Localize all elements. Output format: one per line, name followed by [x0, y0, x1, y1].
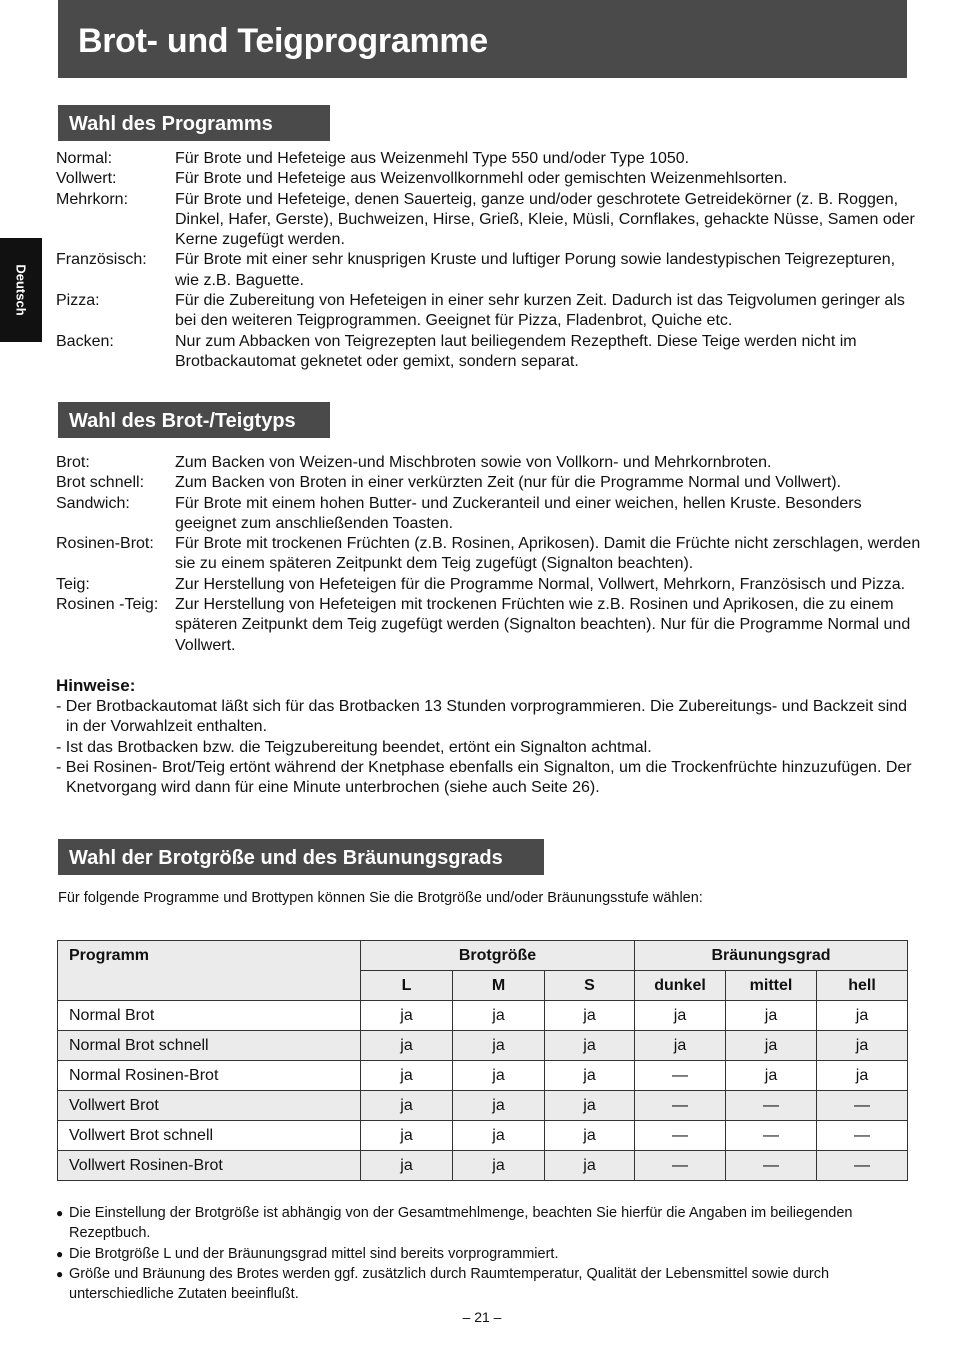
table-cell: ja [361, 1091, 453, 1121]
table-row [58, 1151, 908, 1181]
footnote-item [56, 1244, 916, 1264]
footnote-text: Größe und Bräunung des Brotes werden ggf. zusätzlich durch Raumtemperatur, Qualität der Lebensmittel sowie durch unterschiedliche Zutaten beeinflußt. [69, 1265, 830, 1303]
table-cell: ja [817, 1001, 908, 1031]
header-browning-medium: mittel [726, 971, 817, 1001]
table-cell: ja [453, 1151, 545, 1181]
entry-term: Backen: [56, 332, 114, 350]
table-row [58, 1121, 908, 1151]
entry-desc: Zur Herstellung von Hefeteigen für die Programme Normal, Vollwert, Mehrkorn, Französisch und Pizza. [175, 575, 906, 593]
table-cell: ja [545, 1091, 635, 1121]
table-cell: ja [817, 1031, 908, 1061]
table-cell: ja [635, 1001, 726, 1031]
entry-desc: Für Brote mit einer sehr knusprigen Kruste und luftiger Porung sowie landestypischen Teigrezepturen, wie z.B. Baguette. [175, 251, 896, 289]
table-cell: — [635, 1061, 726, 1091]
table-cell: ja [545, 1001, 635, 1031]
type-entry [56, 575, 926, 595]
section-header-size: Wahl der Brotgröße und des Bräunungsgrads [58, 839, 544, 875]
type-entry [56, 453, 926, 473]
table-cell: — [726, 1121, 817, 1151]
note-item: - Bei Rosinen- Brot/Teig ertönt während der Knetphase ebenfalls ein Signalton, um die Trockenfrüchte hinzuzufügen. Der Knetvorgang wird dann für eine Minute unterbrochen (siehe auch Seite 26). [56, 758, 912, 797]
table-cell: ja [361, 1031, 453, 1061]
row-program: Vollwert Brot schnell [58, 1121, 361, 1151]
page-title: Brot- und Teigprogramme [58, 0, 907, 78]
language-tab [0, 238, 42, 342]
notes-list [56, 697, 916, 798]
footnote-text: Die Brotgröße L und der Bräunungsgrad mittel sind bereits vorprogrammiert. [69, 1245, 559, 1262]
entry-term: Rosinen-Brot: [56, 535, 154, 553]
section-header-programs: Wahl des Programms [58, 105, 330, 141]
entry-desc: Für die Zubereitung von Hefeteigen in einer sehr kurzen Zeit. Dadurch ist das Teigvolumen geringer als bei den weiteren Teigprogrammen. Geeignet für Pizza, Fladenbrot, Quiche etc. [175, 292, 905, 330]
table-cell: ja [453, 1061, 545, 1091]
table-row [58, 1091, 908, 1121]
entry-term: Sandwich: [56, 494, 130, 512]
program-entry [56, 332, 916, 373]
table-row [58, 1061, 908, 1091]
section-header-types: Wahl des Brot-/Teigtyps [58, 402, 330, 438]
program-entry [56, 250, 916, 291]
entry-desc: Für Brote und Hefeteige aus Weizenmehl Type 550 und/oder Type 1050. [175, 150, 690, 167]
entry-term: Pizza: [56, 292, 100, 310]
bullet-icon: ● [56, 1246, 64, 1261]
entry-term: Brot schnell: [56, 474, 145, 492]
table-cell: — [817, 1121, 908, 1151]
size-intro: Für folgende Programme und Brottypen können Sie die Brotgröße und/oder Bräunungsstufe wählen: [58, 890, 703, 906]
footnote-item [56, 1264, 916, 1305]
header-size-group: Brotgröße [361, 941, 635, 971]
notes-title: Hinweise: [56, 676, 136, 695]
entry-term: Rosinen -Teig: [56, 596, 159, 614]
header-size-s: S [545, 971, 635, 1001]
table-cell: ja [453, 1091, 545, 1121]
header-browning-dark: dunkel [635, 971, 726, 1001]
note-item: - Ist das Brotbacken bzw. die Teigzubereitung beendet, ertönt ein Signalton achtmal. [56, 738, 652, 756]
header-browning-group: Bräunungsgrad [635, 941, 908, 971]
program-entry [56, 169, 916, 189]
program-entry [56, 291, 916, 332]
table-cell: ja [817, 1061, 908, 1091]
program-entry [56, 190, 916, 251]
table-cell: ja [361, 1121, 453, 1151]
table-cell: ja [726, 1031, 817, 1061]
entry-desc: Für Brote mit einem hohen Butter- und Zuckeranteil und einer weichen, hellen Kruste. Besonders geeignet zum anschließenden Toasten. [175, 494, 862, 532]
footnote-text: Die Einstellung der Brotgröße ist abhängig von der Gesamtmehlmenge, beachten Sie hierfür die Angaben im beiliegenden Rezeptbuch. [69, 1205, 853, 1242]
bullet-icon: ● [56, 1206, 64, 1220]
entry-desc: Für Brote und Hefeteige, denen Sauerteig, ganze und/oder geschrotete Getreidekörner (z. B. Roggen, Dinkel, Hafer, Gerste), Buchweizen, Hirse, Grieß, Kleie, Müsli, Cornflakes, gehackte Nüsse, Samen oder Kerne zugefügt werden. [175, 190, 915, 249]
entry-term: Mehrkorn: [56, 190, 129, 208]
table-cell: — [817, 1151, 908, 1181]
table-row [58, 1031, 908, 1061]
table-cell: — [726, 1151, 817, 1181]
entry-term: Teig: [56, 575, 90, 593]
header-size-l: L [361, 971, 453, 1001]
type-list [56, 453, 926, 656]
table-cell: ja [545, 1061, 635, 1091]
table-cell: ja [726, 1001, 817, 1031]
table-cell: ja [453, 1031, 545, 1061]
table-cell: ja [453, 1121, 545, 1151]
table-row [58, 1001, 908, 1031]
entry-desc: Nur zum Abbacken von Teigrezepten laut beiliegendem Rezeptheft. Diese Teige werden nicht im Brotbackautomat geknetet oder gemixt, sondern separat. [175, 332, 857, 370]
entry-desc: Für Brote mit trockenen Früchten (z.B. Rosinen, Aprikosen). Damit die Früchte nicht zerschlagen, werden sie zu einem späteren Zeitpunkt dem Teig zugefügt (Signalton beachten). [175, 535, 921, 573]
table-cell: ja [545, 1031, 635, 1061]
entry-desc: Zum Backen von Weizen-und Mischbroten sowie von Vollkorn- und Mehrkornbroten. [175, 454, 772, 471]
entry-desc: Zur Herstellung von Hefeteigen mit trockenen Früchten wie z.B. Rosinen und Aprikosen, die zu einem späteren Zeitpunkt dem Teig zugefügt werden (Signalton beachten). Nur für die Programme Normal und Vollwert. [175, 596, 911, 654]
type-entry [56, 534, 926, 575]
header-browning-light: hell [817, 971, 908, 1001]
table-cell: ja [545, 1151, 635, 1181]
type-entry [56, 595, 926, 656]
row-program: Normal Brot schnell [58, 1031, 361, 1061]
header-program: Programm [58, 941, 361, 1001]
entry-term: Vollwert: [56, 170, 117, 188]
footnotes-list [56, 1203, 916, 1304]
row-program: Normal Brot [58, 1001, 361, 1031]
table-cell: — [726, 1091, 817, 1121]
note-item: - Der Brotbackautomat läßt sich für das Brotbacken 13 Stunden vorprogrammieren. Die Zubereitungs- und Backzeit sind in der Vorwahlzeit enthalten. [56, 698, 908, 736]
program-entry [56, 149, 916, 169]
table-cell: — [635, 1121, 726, 1151]
row-program: Normal Rosinen-Brot [58, 1061, 361, 1091]
type-entry [56, 494, 926, 535]
table-cell: ja [635, 1031, 726, 1061]
entry-desc: Zum Backen von Broten in einer verkürzten Zeit (nur für die Programme Normal und Vollwert). [175, 474, 842, 492]
program-list [56, 149, 916, 372]
entry-term: Brot: [56, 454, 90, 471]
table-cell: — [635, 1151, 726, 1181]
table-cell: ja [545, 1121, 635, 1151]
entry-term: Französisch: [56, 251, 147, 269]
table-cell: ja [361, 1001, 453, 1031]
entry-desc: Für Brote und Hefeteige aus Weizenvollkornmehl oder gemischten Weizenmehlsorten. [175, 170, 788, 188]
row-program: Vollwert Brot [58, 1091, 361, 1121]
table-cell: ja [726, 1061, 817, 1091]
table-cell: ja [453, 1001, 545, 1031]
table-cell: — [635, 1091, 726, 1121]
footnote-item [56, 1203, 916, 1244]
header-size-m: M [453, 971, 545, 1001]
language-tab-label: Deutsch [13, 264, 29, 316]
entry-term: Normal: [56, 150, 113, 167]
size-browning-table [57, 940, 908, 1181]
type-entry [56, 473, 926, 493]
row-program: Vollwert Rosinen-Brot [58, 1151, 361, 1181]
page-number: – 21 – [462, 1309, 502, 1325]
table-cell: ja [361, 1151, 453, 1181]
table-cell: — [817, 1091, 908, 1121]
table-cell: ja [361, 1061, 453, 1091]
bullet-icon: ● [56, 1266, 64, 1281]
